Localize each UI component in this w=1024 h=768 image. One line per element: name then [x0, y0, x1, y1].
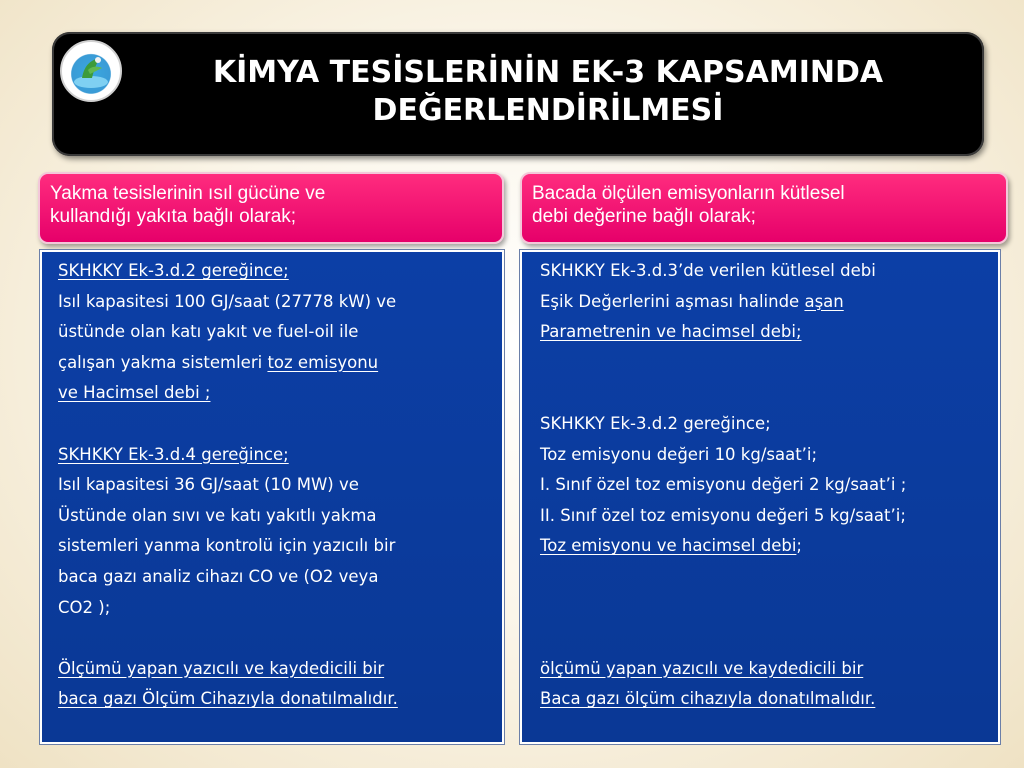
logo-icon: [60, 40, 122, 102]
left-line-8: Üstünde olan sıvı ve katı yakıtlı yakma: [58, 505, 377, 525]
right-panel: [520, 250, 1000, 744]
left-line-6: SKHKKY Ek-3.d.4 gereğince;: [58, 444, 289, 464]
right-line-2: [540, 287, 984, 318]
right-line-8-underlined: Toz emisyonu ve hacimsel debi: [540, 536, 797, 556]
left-line-2: Isıl kapasitesi 100 GJ/saat (27778 kW) ve: [58, 291, 397, 311]
left-panel: [40, 250, 504, 744]
right-line-5: Toz emisyonu değeri 10 kg/saat’i;: [540, 444, 818, 464]
right-line-8-text: ;: [796, 536, 802, 556]
left-header-line2: kullandığı yakıta bağlı olarak;: [50, 206, 297, 227]
left-line-11: CO2 );: [58, 597, 111, 617]
right-line-3: Parametrenin ve hacimsel debi;: [540, 322, 802, 342]
left-line-9: sistemleri yanma kontrolü için yazıcılı bir: [58, 536, 396, 556]
right-line-2-underlined: aşan: [804, 291, 844, 311]
page-title-line1: KİMYA TESİSLERİNİN EK-3 KAPSAMINDA: [212, 55, 884, 90]
right-line-2-text: Eşik Değerlerini aşması halinde: [540, 291, 805, 311]
left-header-line1: Yakma tesislerinin ısıl gücüne ve: [50, 183, 326, 204]
left-header: [38, 172, 504, 244]
right-header: [520, 172, 1008, 244]
spacer: [540, 378, 984, 409]
right-line-7: II. Sınıf özel toz emisyonu değeri 5 kg/saat’i;: [540, 505, 906, 525]
spacer: [540, 348, 984, 379]
left-line-5: ve Hacimsel debi ;: [58, 383, 211, 403]
left-line-10: baca gazı analiz cihazı CO ve (O2 veya: [58, 566, 379, 586]
left-line-4: [58, 348, 488, 379]
right-line-8: [540, 531, 984, 562]
left-line-4-text: çalışan yakma sistemleri: [58, 352, 268, 372]
spacer: [540, 562, 984, 593]
left-line-12: Ölçümü yapan yazıcılı ve kaydedicili bir: [58, 658, 385, 678]
spacer: [58, 623, 488, 654]
right-header-line1: Bacada ölçülen emisyonların kütlesel: [532, 183, 845, 204]
page-title: [132, 54, 964, 130]
right-line-9: ölçümü yapan yazıcılı ve kaydedicili bir: [540, 658, 864, 678]
spacer: [540, 623, 984, 654]
left-line-1: SKHKKY Ek-3.d.2 gereğince;: [58, 261, 289, 280]
right-header-line2: debi değerine bağlı olarak;: [532, 206, 756, 227]
right-line-1: SKHKKY Ek-3.d.3’de verilen kütlesel debi: [540, 261, 876, 280]
left-line-3: üstünde olan katı yakıt ve fuel-oil ile: [58, 322, 359, 342]
title-bar: [52, 32, 984, 156]
spacer: [58, 409, 488, 440]
page-title-line2: DEĞERLENDİRİLMESİ: [372, 93, 724, 128]
left-line-4-underlined: toz emisyonu: [267, 352, 379, 372]
right-line-4: SKHKKY Ek-3.d.2 gereğince;: [540, 413, 771, 433]
right-line-10: Baca gazı ölçüm cihazıyla donatılmalıdır.: [540, 689, 876, 709]
spacer: [540, 593, 984, 624]
right-line-6: I. Sınıf özel toz emisyonu değeri 2 kg/saat’i ;: [540, 475, 907, 495]
left-line-13: baca gazı Ölçüm Cihazıyla donatılmalıdır.: [58, 689, 398, 709]
left-line-7: Isıl kapasitesi 36 GJ/saat (10 MW) ve: [58, 475, 359, 495]
